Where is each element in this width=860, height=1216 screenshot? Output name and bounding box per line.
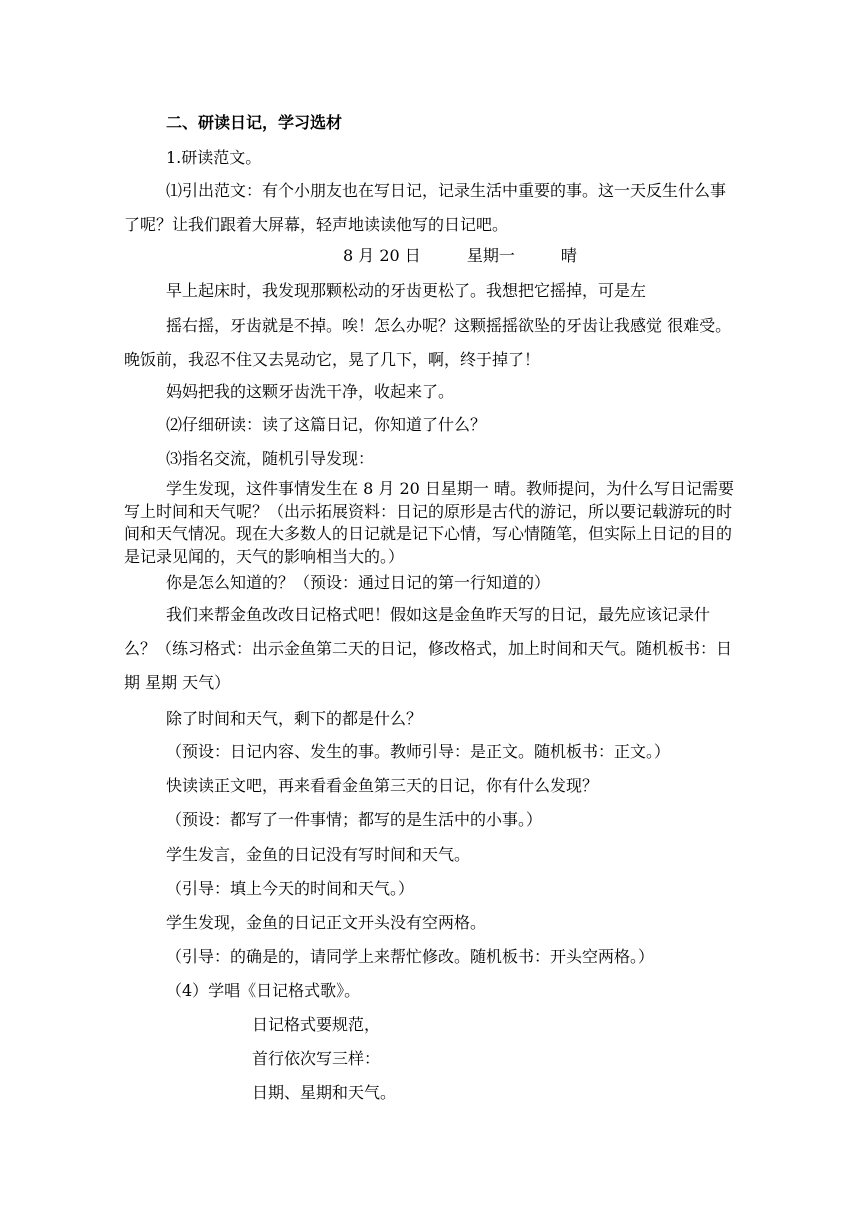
paragraph-fix-format: 我们来帮金鱼改改日记格式吧！假如这是金鱼昨天写的日记，最先应该记录什么？（练习格式：出示金鱼第二天的日记，修改格式，加上时间和天气。随机板书：日期 星期 天气） <box>124 605 733 692</box>
diary-weather: 晴 <box>560 246 577 265</box>
paragraph-exchange: ⑶指名交流，随机引导发现： <box>166 449 375 468</box>
paragraph-intro: ⑴引出范文：有个小朋友也在写日记，记录生活中重要的事。这一天反生什么事了呢？让我们跟着大屏幕，轻声地读读他写的日记吧。 <box>124 181 727 234</box>
paragraph-remaining: 除了时间和天气，剩下的都是什么？ <box>166 709 423 728</box>
diary-date-line <box>343 246 577 266</box>
paragraph-student-discovery: 学生发现，这件事情发生在 8 月 20 日星期一 晴。教师提问，为什么写日记需要写上时间和天气呢？（出示拓展资料：日记的原形是古代的游记，所以要记载游玩的时间和天气情况。现在大多数人的日记就是记下心情，写心情随笔，但实际上日记的目的是记录见闻的，天气的影响相当大的。） <box>124 479 734 566</box>
paragraph-preset-small-things: （预设：都写了一件事情；都写的是生活中的小事。） <box>166 810 543 829</box>
paragraph-read-closely: ⑵仔细研读：读了这篇日记，你知道了什么？ <box>166 415 487 434</box>
paragraph-how-know: 你是怎么知道的？（预设：通过日记的第一行知道的） <box>166 573 551 592</box>
diary-date: 8 月 20 日 <box>343 246 421 265</box>
paragraph-student-speech: 学生发言，金鱼的日记没有写时间和天气。 <box>166 845 471 864</box>
step-1-heading: 1.研读范文。 <box>166 148 262 167</box>
diary-line-2: 摇右摇，牙齿就是不掉。唉！怎么办呢？这颗摇摇欲坠的牙齿让我感觉 很难受。晚饭前，我忍不住又去晃动它，晃了几下，啊，终于掉了！ <box>124 316 732 369</box>
paragraph-guide-fill: （引导：填上今天的时间和天气。） <box>166 879 415 898</box>
paragraph-preset-content: （预设：日记内容、发生的事。教师引导：是正文。随机板书：正文。） <box>166 742 671 761</box>
section-title: 二、研读日记，学习选材 <box>166 113 343 132</box>
song-line-2: 首行依次写三样： <box>252 1049 381 1068</box>
paragraph-quick-read: 快读读正文吧，再来看看金鱼第三天的日记，你有什么发现？ <box>166 776 599 795</box>
diary-line-3: 妈妈把我的这颗牙齿洗干净，收起来了。 <box>166 382 455 401</box>
song-line-3: 日期、星期和天气。 <box>252 1083 397 1102</box>
paragraph-no-indent: 学生发现，金鱼的日记正文开头没有空两格。 <box>166 913 487 932</box>
song-line-1: 日记格式要规范， <box>252 1015 381 1034</box>
paragraph-guide-fix: （引导：的确是的，请同学上来帮忙修改。随机板书：开头空两格。） <box>166 947 655 966</box>
diary-weekday: 星期一 <box>466 246 515 265</box>
diary-line-1: 早上起床时，我发现那颗松动的牙齿更松了。我想把它摇掉，可是左 <box>166 281 647 300</box>
paragraph-learn-song: （4）学唱《日记格式歌》。 <box>166 981 361 1000</box>
